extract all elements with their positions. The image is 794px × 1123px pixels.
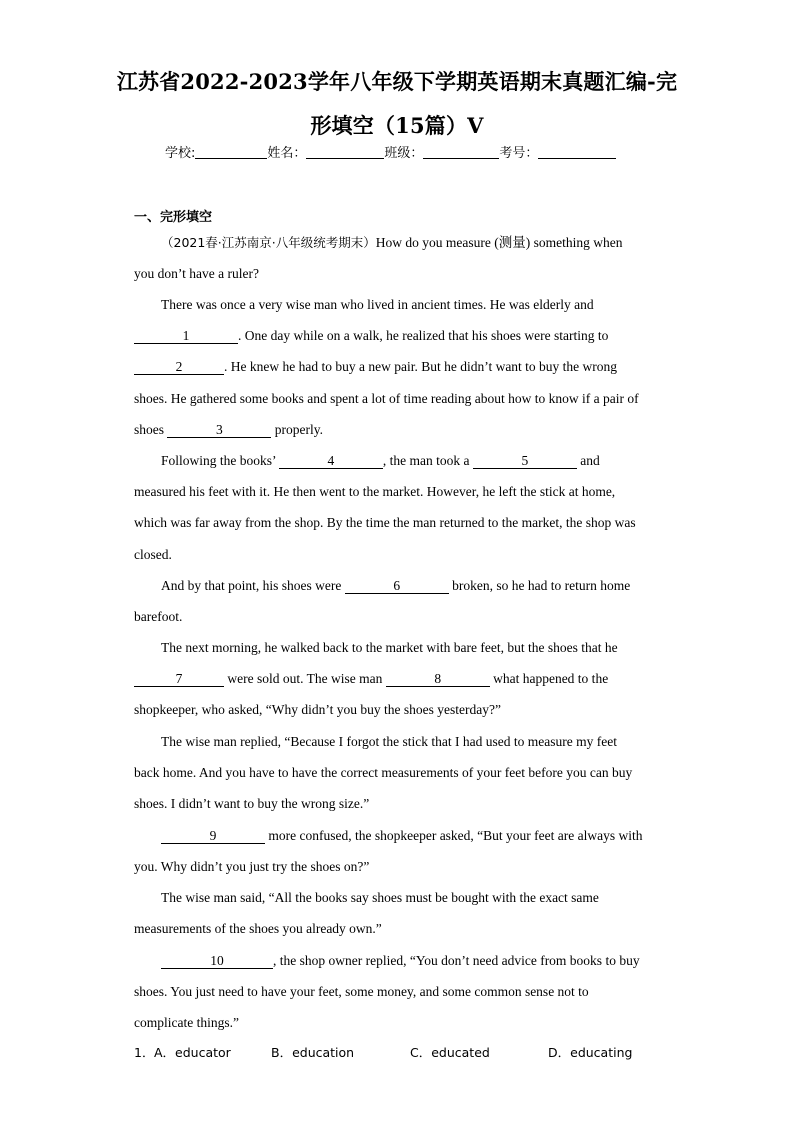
paragraph-line: you. Why didn’t you just try the shoes on?” [134, 859, 370, 875]
blank-2: 2 [134, 359, 224, 375]
paragraph-line: and [580, 453, 600, 468]
blank-3: 3 [167, 422, 271, 438]
passage-paragraph-5 [134, 726, 662, 820]
paragraph-line: which was far away from the shop. By the time the man returned to the market, the shop was [134, 515, 636, 531]
passage-paragraph-4 [134, 632, 662, 726]
passage-paragraph-1 [134, 289, 662, 445]
paragraph-line: back home. And you have to have the correct measurements of your feet before you can buy [134, 765, 633, 781]
number-label: 考号： [499, 146, 539, 161]
blank-6: 6 [345, 578, 449, 594]
paragraph-line: properly. [274, 421, 323, 437]
passage-paragraph-3 [134, 570, 662, 632]
name-label: 姓名： [267, 146, 307, 161]
passage-paragraph-2 [134, 445, 662, 570]
blank-5: 5 [473, 453, 577, 469]
passage-paragraph-8 [134, 945, 662, 1039]
paragraph-line: . One day while on a walk, he realized that his shoes were starting to [238, 328, 609, 344]
paragraph-line: what happened to the [493, 671, 609, 687]
intro-text: How do you measure (测量) something when [375, 235, 623, 250]
document-title-line-2: 形填空（15篇）V [310, 113, 484, 138]
paragraph-line: There was once a very wise man who lived in ancient times. He was elderly and [161, 297, 594, 312]
blank-7: 7 [134, 671, 224, 687]
paragraph-line: were sold out. The wise man [227, 671, 383, 687]
passage-paragraph-6 [134, 820, 662, 882]
blank-4: 4 [279, 453, 383, 469]
school-label: 学校: [165, 146, 196, 161]
paragraph-line: Following the books’ [161, 453, 276, 468]
paragraph-line: measured his feet with it. He then went to the market. However, he left the stick at home, [134, 484, 616, 500]
paragraph-line: The wise man replied, “Because I forgot the stick that I had used to measure my feet [161, 734, 617, 749]
paragraph-line: shopkeeper, who asked, “Why didn’t you buy the shoes yesterday?” [134, 702, 501, 718]
paragraph-line: shoes. He gathered some books and spent a lot of time reading about how to know if a pair of [134, 390, 639, 406]
paragraph-line: broken, so he had to return home [452, 578, 631, 593]
blank-10: 10 [161, 953, 273, 969]
paragraph-line: shoes [134, 421, 164, 437]
blank-8: 8 [386, 671, 490, 687]
paragraph-line: complicate things.” [134, 1015, 239, 1031]
blank-9: 9 [161, 828, 265, 844]
paragraph-line: shoes. You just need to have your feet, some money, and some common sense not to [134, 984, 589, 1000]
name-blank [306, 144, 384, 159]
paragraph-line: closed. [134, 546, 172, 562]
passage-paragraph-7 [134, 882, 662, 944]
paragraph-line: The wise man said, “All the books say shoes must be bought with the exact same [161, 890, 599, 905]
option-a[interactable]: A．educator [154, 1045, 231, 1060]
option-c[interactable]: C．educated [410, 1045, 490, 1060]
school-blank [195, 144, 267, 159]
option-b[interactable]: B．education [271, 1045, 355, 1060]
paragraph-line: more confused, the shopkeeper asked, “But your feet are always with [268, 828, 643, 843]
intro-text-2: you don’t have a ruler? [134, 266, 259, 282]
passage-source: （2021春·江苏南京·八年级统考期末） [161, 235, 376, 250]
class-label: 班级： [384, 146, 424, 161]
number-blank [538, 144, 616, 159]
paragraph-line: . He knew he had to buy a new pair. But he didn’t want to buy the wrong [224, 359, 618, 375]
blank-1: 1 [134, 328, 238, 344]
question-number: 1． [134, 1045, 155, 1060]
paragraph-line: , the shop owner replied, “You don’t need advice from books to buy [273, 953, 640, 968]
paragraph-line: measurements of the shoes you already own.” [134, 921, 382, 937]
document-title-line-1: 江苏省2022-2023学年八年级下学期英语期末真题汇编-完 [116, 69, 678, 94]
section-heading: 一、完形填空 [134, 210, 213, 225]
paragraph-line: shoes. I didn’t want to buy the wrong size.” [134, 796, 370, 812]
passage-intro [134, 227, 662, 289]
paragraph-line: , the man took a [382, 453, 470, 468]
paragraph-line: barefoot. [134, 609, 183, 625]
student-info-row [165, 144, 635, 164]
class-blank [423, 144, 499, 159]
option-d[interactable]: D．educating [548, 1045, 633, 1060]
paragraph-line: The next morning, he walked back to the market with bare feet, but the shoes that he [161, 640, 618, 655]
paragraph-line: And by that point, his shoes were [161, 578, 342, 593]
